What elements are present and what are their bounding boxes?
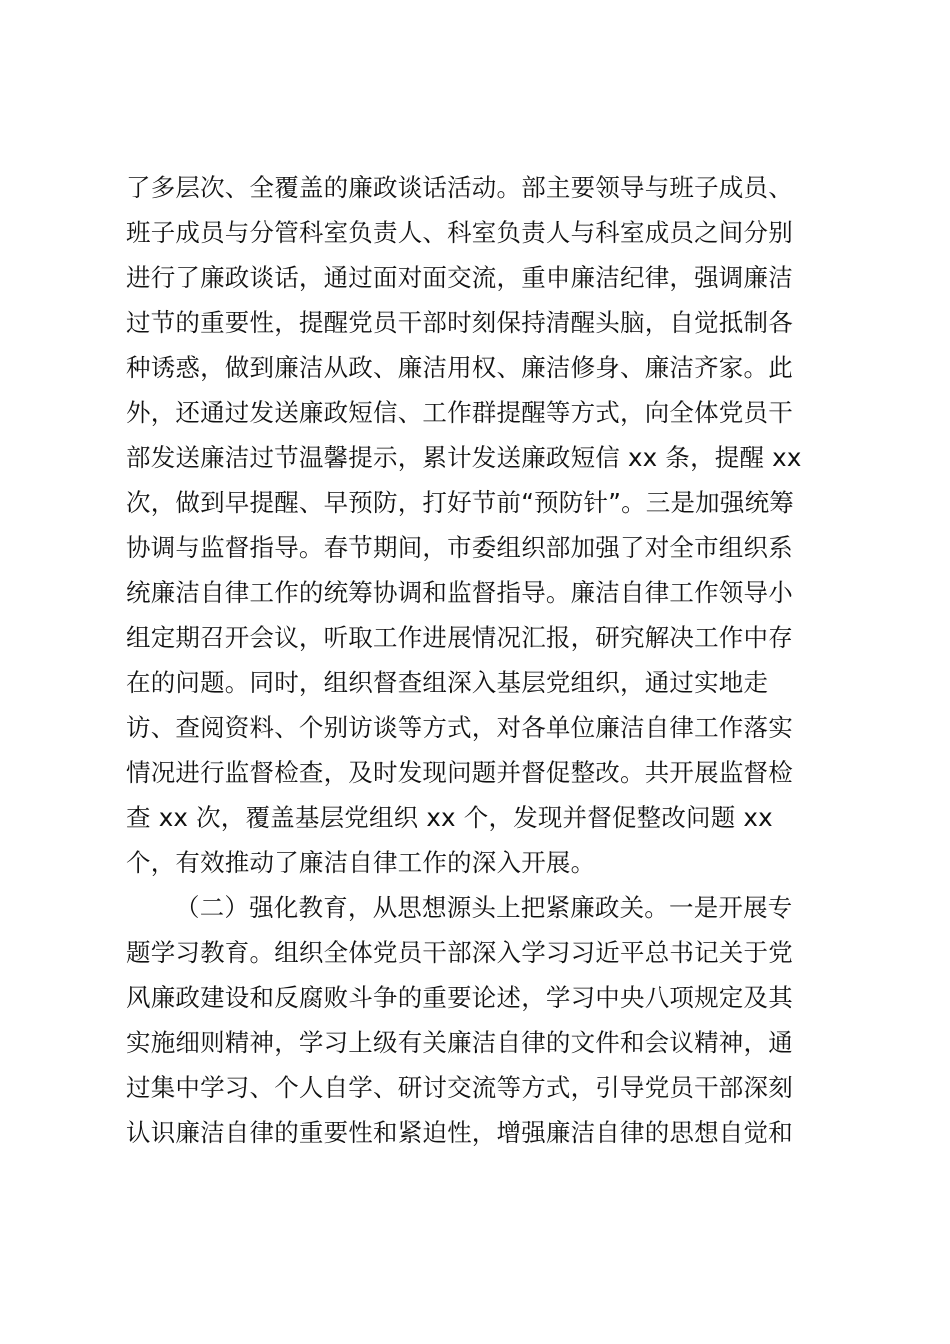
text-line: 协调与监督指导。春节期间，市委组织部加强了对全市组织系 — [126, 533, 793, 562]
text-line: 组定期召开会议，听取工作进展情况汇报，研究解决工作中存 — [126, 623, 793, 652]
text-line: 外，还通过发送廉政短信、工作群提醒等方式，向全体党员干 — [126, 398, 793, 427]
text-line: 了多层次、全覆盖的廉政谈话活动。部主要领导与班子成员、 — [126, 173, 793, 202]
text-line: 过节的重要性，提醒党员干部时刻保持清醒头脑，自觉抵制各 — [126, 308, 793, 337]
text-line: 查 xx 次，覆盖基层党组织 xx 个，发现并督促整改问题 xx — [126, 803, 773, 832]
text-line: 认识廉洁自律的重要性和紧迫性，增强廉洁自律的思想自觉和 — [126, 1118, 793, 1147]
text-line: 访、查阅资料、个别访谈等方式，对各单位廉洁自律工作落实 — [126, 713, 793, 742]
text-line: 种诱惑，做到廉洁从政、廉洁用权、廉洁修身、廉洁齐家。此 — [126, 353, 793, 382]
text-line: 风廉政建设和反腐败斗争的重要论述，学习中央八项规定及其 — [126, 983, 793, 1012]
text-line: 部发送廉洁过节温馨提示，累计发送廉政短信 xx 条，提醒 xx — [126, 443, 802, 472]
text-line: 次，做到早提醒、早预防，打好节前“预防针”。三是加强统筹 — [126, 488, 794, 517]
text-line: 统廉洁自律工作的统筹协调和监督指导。廉洁自律工作领导小 — [126, 578, 793, 607]
text-line: 进行了廉政谈话，通过面对面交流，重申廉洁纪律，强调廉洁 — [126, 263, 793, 292]
text-line: 过集中学习、个人自学、研讨交流等方式，引导党员干部深刻 — [126, 1073, 793, 1102]
text-line: 个，有效推动了廉洁自律工作的深入开展。 — [126, 848, 596, 877]
section-heading-line: （二）强化教育，从思想源头上把紧廉政关。一是开展专 — [175, 893, 793, 922]
text-line: 题学习教育。组织全体党员干部深入学习习近平总书记关于党 — [126, 938, 793, 967]
body-text — [126, 165, 826, 1155]
text-line: 实施细则精神，学习上级有关廉洁自律的文件和会议精神，通 — [126, 1028, 793, 1057]
text-line: 情况进行监督检查，及时发现问题并督促整改。共开展监督检 — [126, 758, 793, 787]
text-line: 在的问题。同时，组织督查组深入基层党组织，通过实地走 — [126, 668, 769, 697]
text-line: 班子成员与分管科室负责人、科室负责人与科室成员之间分别 — [126, 218, 793, 247]
